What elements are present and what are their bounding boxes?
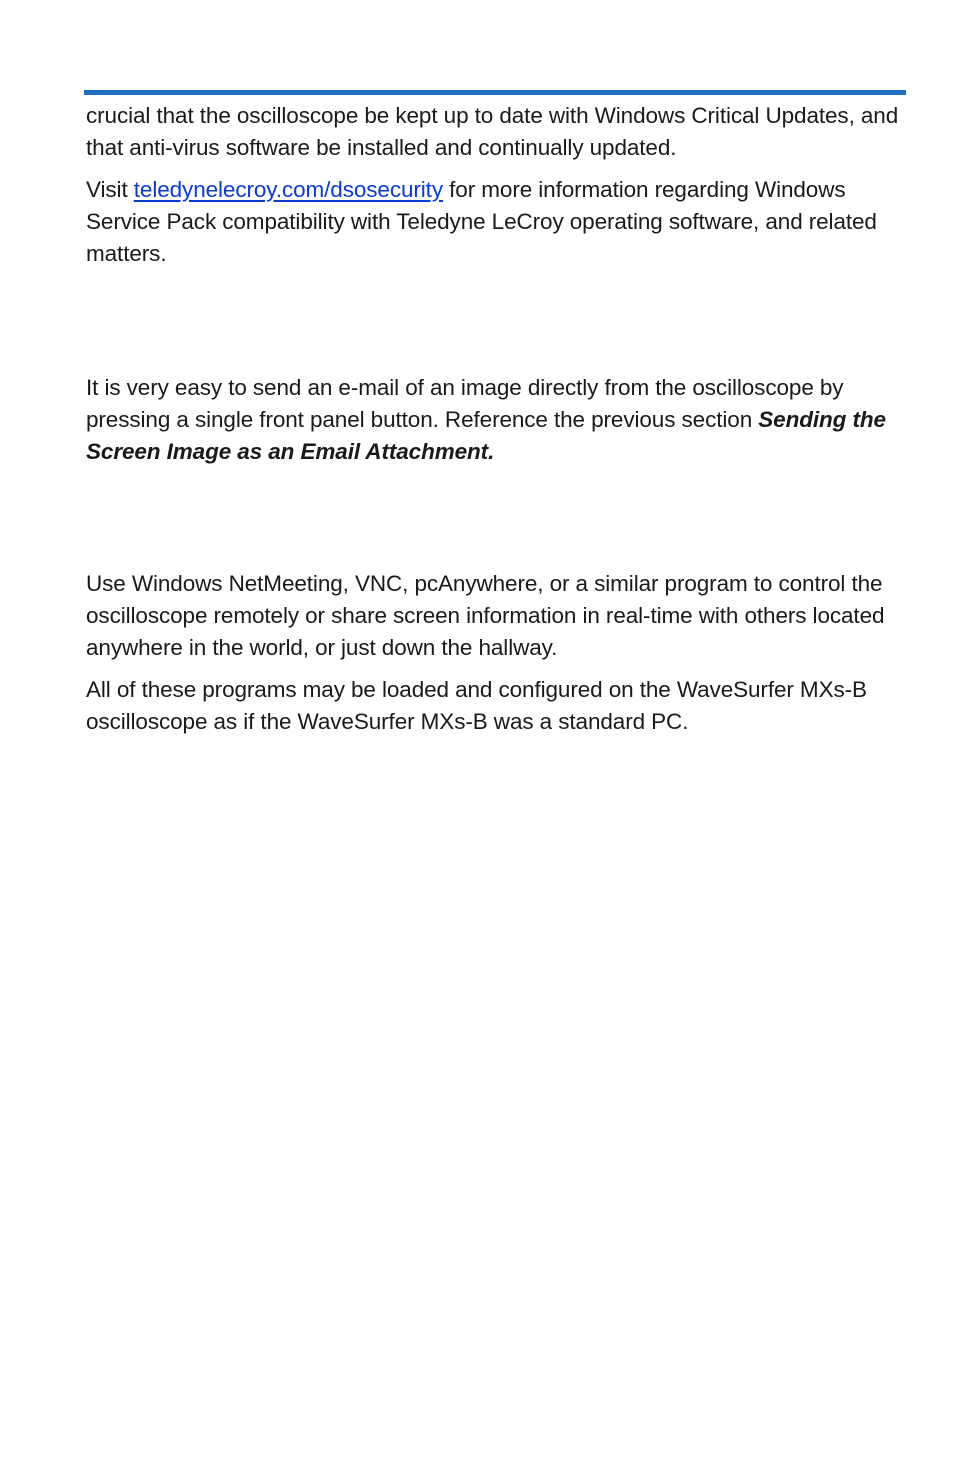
paragraph-email-text: It is very easy to send an e-mail of an image directly from the oscilloscope by pressing a single front panel button. Reference the previous section — [86, 375, 844, 432]
dsosecurity-link[interactable]: teledynelecroy.com/dsosecurity — [133, 177, 443, 202]
paragraph-security-suffix: for more information regarding Windows Service Pack compatibility with Teledyne LeCroy operating software, and related matters. — [86, 177, 877, 266]
paragraph-email-image — [86, 372, 902, 468]
header-rule — [84, 90, 906, 95]
section-spacer — [86, 478, 902, 568]
paragraph-security-info — [86, 174, 902, 270]
paragraph-security-prefix: Visit — [86, 177, 134, 202]
section-reference: Sending the Screen Image as an Email Attachment. — [86, 407, 886, 464]
paragraph-remote-control: Use Windows NetMeeting, VNC, pcAnywhere, or a similar program to control the oscilloscope remotely or share screen information in real-time with others located anywhere in the world, or just down the hallway. — [86, 571, 885, 660]
paragraph-windows-updates: crucial that the oscilloscope be kept up to date with Windows Critical Updates, and that anti-virus software be installed and continually updated. — [86, 103, 899, 160]
page-body — [86, 100, 902, 748]
section-spacer — [86, 280, 902, 372]
paragraph-programs-pc: All of these programs may be loaded and configured on the WaveSurfer MXs-B oscilloscope as if the WaveSurfer MXs-B was a standard PC. — [86, 677, 867, 734]
